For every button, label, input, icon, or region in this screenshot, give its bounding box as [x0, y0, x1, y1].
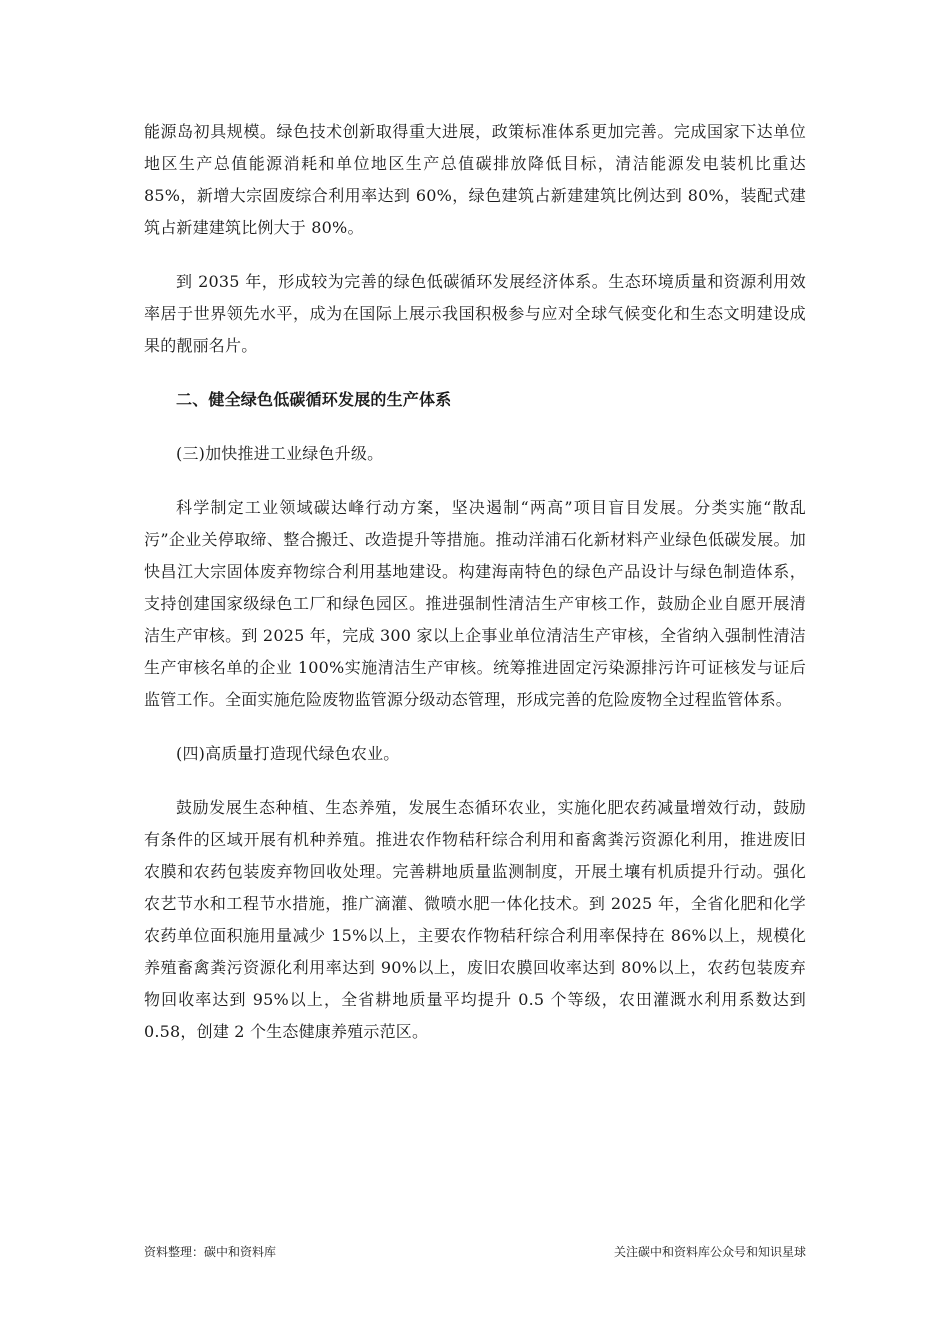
subsection-heading-agriculture: (四)高质量打造现代绿色农业。 [176, 744, 400, 763]
section-heading-production-system: 二、健全绿色低碳循环发展的生产体系 [176, 390, 452, 409]
footer-follow-note: 关注碳中和资料库公众号和知识星球 [613, 1245, 806, 1259]
footer-source: 资料整理：碳中和资料库 [144, 1245, 277, 1259]
subsection-heading-industry: (三)加快推进工业绿色升级。 [176, 444, 384, 463]
document-body [144, 116, 806, 1048]
paragraph-industry: 科学制定工业领域碳达峰行动方案，坚决遏制“两高”项目盲目发展。分类实施“散乱污”企业关停取缔、整合搬迁、改造提升等措施。推动洋浦石化新材料产业绿色低碳发展。加快昌江大宗固体废弃物综合利用基地建设。构建海南特色的绿色产品设计与绿色制造体系，支持创建国家级绿色工厂和绿色园区。推进强制性清洁生产审核工作，鼓励企业自愿开展清洁生产审核。到 2025 年，完成 300 家以上企事业单位清洁生产审核，全省纳入强制性清洁生产审核名单的企业 100%实施清洁生产审核。统筹推进固定污染源排污许可证核发与证后监管工作。全面实施危险废物监管源分级动态管理，形成完善的危险废物全过程监管体系。 [144, 498, 806, 709]
paragraph-targets-2035: 到 2035 年，形成较为完善的绿色低碳循环发展经济体系。生态环境质量和资源利用效率居于世界领先水平，成为在国际上展示我国积极参与应对全球气候变化和生态文明建设成果的靓丽名片。 [144, 272, 806, 355]
paragraph-targets-2025: 能源岛初具规模。绿色技术创新取得重大进展，政策标准体系更加完善。完成国家下达单位地区生产总值能源消耗和单位地区生产总值碳排放降低目标，清洁能源发电装机比重达 85%，新增大宗固废综合利用率达到 60%，绿色建筑占新建建筑比例达到 80%，装配式建筑占新建建筑比例大于 80%。 [144, 122, 806, 237]
paragraph-agriculture: 鼓励发展生态种植、生态养殖，发展生态循环农业，实施化肥农药减量增效行动，鼓励有条件的区域开展有机种养殖。推进农作物秸秆综合利用和畜禽粪污资源化利用，推进废旧农膜和农药包装废弃物回收处理。完善耕地质量监测制度，开展土壤有机质提升行动。强化农艺节水和工程节水措施，推广滴灌、微喷水肥一体化技术。到 2025 年，全省化肥和化学农药单位面积施用量减少 15%以上，主要农作物秸秆综合利用率保持在 86%以上，规模化养殖畜禽粪污资源化利用率达到 90%以上，废旧农膜回收率达到 80%以上，农药包装废弃物回收率达到 95%以上，全省耕地质量平均提升 0.5 个等级，农田灌溉水利用系数达到 0.58，创建 2 个生态健康养殖示范区。 [144, 798, 806, 1041]
page-footer [144, 1244, 806, 1260]
